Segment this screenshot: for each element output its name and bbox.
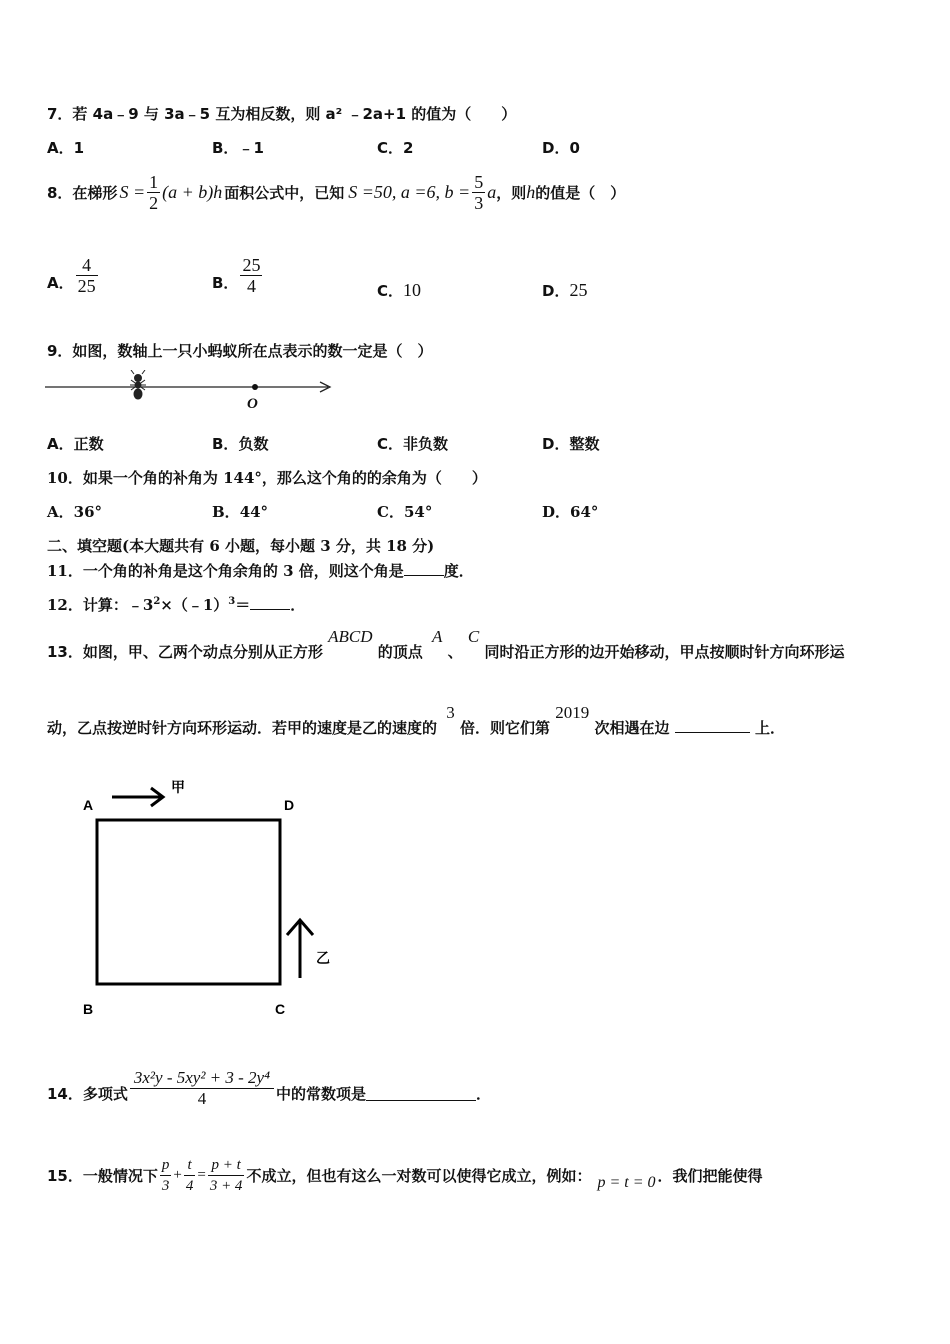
square-abcd (97, 820, 280, 984)
q10-option-b: B．44° (212, 503, 269, 521)
q12-blank[interactable] (250, 595, 290, 610)
q10-stem: 10．如果一个角的补角为 144°，那么这个角的的余角为（ ） (47, 469, 487, 487)
q10-option-a: A．36° (47, 503, 103, 521)
q7-stem: 7．若 4a﹣9 与 3a﹣5 互为相反数，则 a² ﹣2a+1 的值为（ ） (47, 105, 517, 123)
q14-stem: 14．多项式 $\frac{\text{3x²y - 5xy² + 3 - 2y⁴}}{4}$ 中的常数项是 ． (47, 1068, 492, 1108)
section-heading: 二、填空题(本大题共有 6 小题，每小题 3 分，共 18 分) (47, 537, 435, 555)
q7-option-b: B．﹣1 (212, 139, 264, 157)
q8-option-a: A． $\frac{4}{25}$ (47, 255, 96, 296)
q9-option-a: A．正数 (47, 435, 104, 453)
q7-option-d: D．0 (542, 139, 580, 157)
q14-blank[interactable] (366, 1086, 476, 1101)
square-figure (75, 770, 345, 1030)
q9-option-b: B．负数 (212, 435, 269, 453)
q13-line1: 13．如图，甲、乙两个动点分别从正方形 ABCD 的顶点 A 、 C 同时沿正方形的边开始移动，甲点按顺时针方向环形运 (47, 627, 845, 661)
number-line-figure (40, 370, 340, 415)
q15-stem: 15．一般情况下 $\frac{p}{3}$ + $\frac{t}{4}$ = $\frac{p + t}{3 + 4}$ 不成立，但也有这么一对数可以使得它成立，例如： p = t = 0 ．我们把能使得 (47, 1157, 763, 1194)
q8-option-d: D．25 (542, 280, 588, 300)
q12-stem: 12．计算：$﹣3^2\times(﹣1)^3=$ ． (47, 596, 306, 614)
origin-label: O (247, 396, 258, 412)
label-b: B (83, 1001, 94, 1017)
label-d: D (284, 797, 295, 813)
q9-stem: 9．如图，数轴上一只小蚂蚁所在点表示的数一定是（ ） (47, 342, 433, 360)
q13-line2: 动，乙点按逆时针方向环形运动．若甲的速度是乙的速度的 3 倍．则它们第 2019 次相遇在边 上． (47, 703, 785, 737)
q7-option-a: A．1 (47, 139, 85, 157)
q8-stem: 8．在梯形 S = $\frac{1}{2}$ (a + b)h 面积公式中，已知 S =50, a =6, b = $\frac{5}{3}$ a ，则 h 的值是（ ） (47, 172, 626, 213)
q8-option-b: B． $\frac{25}{4}$ (212, 255, 261, 296)
label-jia: 甲 (171, 780, 185, 796)
label-yi: 乙 (316, 951, 330, 967)
q8-option-c: C．10 (377, 280, 422, 300)
origin-point (252, 384, 258, 390)
label-a: A (83, 797, 94, 813)
label-c: C (275, 1001, 286, 1017)
q9-option-d: D．整数 (542, 435, 600, 453)
q10-option-d: D．64° (542, 503, 599, 521)
q9-option-c: C．非负数 (377, 435, 449, 453)
q7-option-c: C．2 (377, 139, 414, 157)
q10-option-c: C．54° (377, 503, 433, 521)
ant-icon (130, 370, 146, 399)
q11-blank[interactable] (404, 561, 444, 576)
q13-blank[interactable] (675, 718, 750, 733)
q11-stem: 11．一个角的补角是这个角余角的 3 倍，则这个角是 度． (47, 562, 474, 580)
